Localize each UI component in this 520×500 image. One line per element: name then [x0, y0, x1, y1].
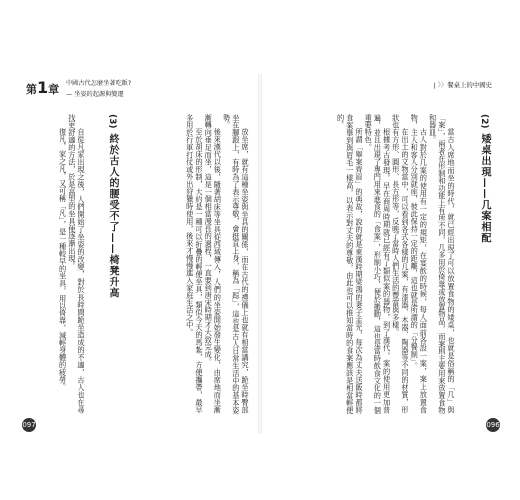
section-title: 矮桌出現——几案相配	[479, 133, 490, 244]
section-number: (2)	[479, 114, 489, 129]
paragraph: 後來漢代以後，隨著胡床等坐具從西域傳入，人們的坐姿開始發生變化，由席地而坐漸漸轉向垂足而坐，這是一個相當漫長的過程，一直要到唐宋時期才大致完成。	[204, 114, 223, 414]
section-heading-2	[460, 114, 494, 414]
paragraph: 古人對於几案的使用有一定的規矩，在宴飲的時候，每人面前各設一案，案上放置食物，主人和客人分別就座，彼此保持一定的距離，這也就是所謂的「分餐制」。	[410, 114, 429, 414]
paragraph: 根據考古發現，早在商周時期就已經有了類似案的器物，到了漢代，案的使用更加普遍，並且出現了專門用來進食的「食案」，形制小巧，便於搬動，這也是當時飲食文化的一個重要特色。	[364, 114, 392, 414]
section-title: 終於古人的腰受不了——椅凳升高	[107, 133, 118, 299]
running-header-right: | 〉〉餐桌上的中國史	[433, 81, 492, 89]
paragraph: 自從凡家出現之後，人們開始了坐姿的改變，對於長時間跪坐造成的不適，古人也在尋找更舒適的方法，於是高型的坐具便逐漸出現。	[67, 114, 86, 414]
page-number-left: 097	[22, 418, 36, 432]
chapter-mark	[26, 78, 59, 97]
chapter-mark-prefix: 第	[26, 83, 37, 96]
paragraph: 所謂「舉案齊眉」的典故，說的就是東漢時期梁鴻的妻子孟光，每次為丈夫送飯時都將食案舉到與眉毛一樣高，以表示對丈夫的尊敬，由此也可以推知當時的食案應該是相當輕便的。	[336, 114, 364, 414]
running-header-left	[26, 78, 256, 104]
paragraph: 當古人席地而坐的時代，就已經出現了可以放置食物的矮桌，也就是俗稱的「几」與「案」，兩者在形制和功能上有所不同，几多用於倚靠或放置物品，而案則主要用來放置食物和器皿。	[428, 114, 456, 414]
header-title: 中國古代怎麼坐著吃飯?	[66, 80, 132, 87]
chapter-number: 1	[37, 78, 49, 97]
paragraph: 至於胡床的形制，大約是一種可以折疊的輕便坐具，類似今天的馬紮，方便攜帶，最早多用於行軍打仗或外出狩獵時使用，後來才慢慢進入家庭生活之中。	[185, 114, 204, 414]
chapter-mark-suffix: 章	[48, 83, 60, 96]
header-subtitle: — 坐姿的起源與變遷	[66, 91, 124, 98]
left-body-text-a	[122, 114, 250, 414]
section-number: (3)	[107, 114, 117, 129]
paragraph: 復凡，家之凡，又可稱「凡」，是一種較早的坐具，用以倚靠，減輕身體的疲勞。	[58, 128, 68, 392]
page-number-right: 096	[486, 418, 500, 432]
left-page	[20, 74, 258, 434]
paragraph: 放坐席，就有這種坐姿與坐具的關係，而在古代的禮儀上也就有相當講究，跪坐時臀部坐在腳跟上，有時為了表示尊敬，會挺直上身，稱為「跽」，這也是古人日常生活中的基本姿勢。	[222, 114, 250, 414]
left-body-text-b	[26, 114, 86, 414]
right-body-text	[270, 114, 456, 414]
header-title-block	[66, 78, 131, 98]
section-heading-3	[88, 114, 122, 414]
right-page	[262, 74, 502, 434]
paragraph: 在出土的文物當中，可以看到各式各樣的几案，有漆器、木器、陶器等不同的材質，形狀也有方形、圓形、長方形等，反映了當時人們生活的豐富與多樣。	[391, 114, 410, 414]
